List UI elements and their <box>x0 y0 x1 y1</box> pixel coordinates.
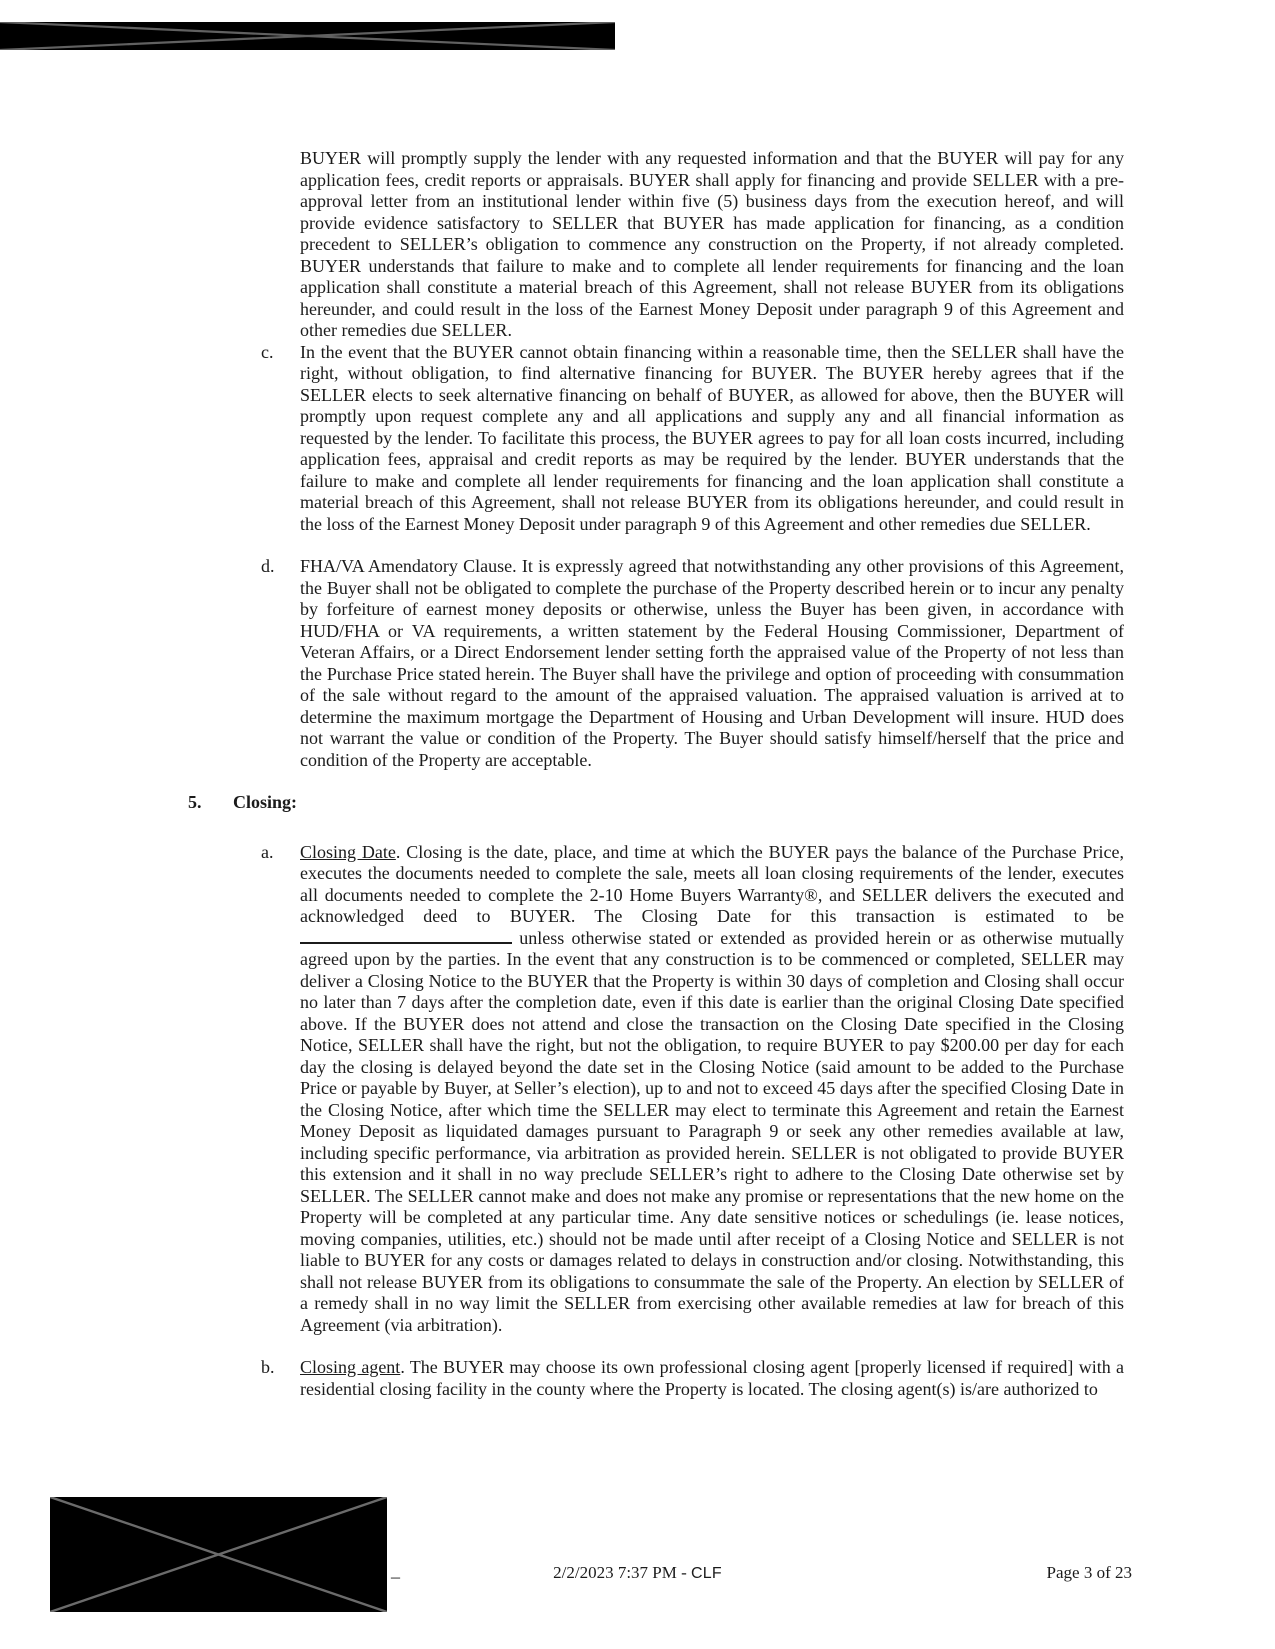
redacted-image-footer <box>50 1497 387 1612</box>
clause-c-marker: c. <box>261 341 274 362</box>
closing-date-blank-line <box>300 938 512 944</box>
clause-a-closing-date <box>261 841 1124 1337</box>
clause-a-text-before-blank: . Closing is the date, place, and time at which the BUYER pays the balance of the Purchase Price, executes the documents needed to complete the sale, meets all loan closing requirements of the lender, executes all documents needed to complete the 2-10 Home Buyers Warranty®, and SELLER delivers the executed and acknowledged deed to BUYER. The Closing Date for this transaction is estimated to be <box>300 841 1124 926</box>
clause-d-text: FHA/VA Amendatory Clause. It is expressly agreed that notwithstanding any other provisions of this Agreement, the Buyer shall not be obligated to complete the purchase of the Property described herein or to incur any penalty by forfeiture of earnest money deposits or otherwise, unless the Buyer has been given, in accordance with HUD/FHA or VA requirements, a written statement by the Federal Housing Commissioner, Department of Veteran Affairs, or a Direct Endorsement lender setting forth the appraised value of the Property of not less than the Purchase Price stated herein. The Buyer shall have the privilege and option of proceeding with consummation of the sale without regard to the amount of the appraised valuation. The appraised valuation is arrived at to determine the maximum mortgage the Department of Housing and Urban Development will insure. HUD does not warrant the value or condition of the Property. The Buyer should satisfy himself/herself that the price and condition of the Property are acceptable. <box>300 556 1124 770</box>
section-5-number: 5. <box>188 792 202 812</box>
clause-d <box>261 556 1124 771</box>
footer-timestamp-text: 2/2/2023 7:37 PM - <box>553 1563 692 1582</box>
closing-date-lead: Closing Date <box>300 841 396 862</box>
clause-a-text-after-blank: unless otherwise stated or extended as provided herein or as otherwise mutually agreed upon by the parties. In the event that any construction is to be commenced or completed, SELLER may deliver a Closing Notice to the BUYER that the Property is within 30 days of completion and Closing shall occur no later than 7 days after the completion date, even if this date is earlier than the original Closing Date specified above. If the BUYER does not attend and close the transaction on the Closing Date specified in the Closing Notice, SELLER shall have the right, but not the obligation, to require BUYER to pay $200.00 per day for each day the closing is delayed beyond the date set in the Closing Notice (said amount to be added to the Purchase Price or payable by Buyer, at Seller’s election), up to and not to exceed 45 days after the specified Closing Date in the Closing Notice, after which time the SELLER may elect to terminate this Agreement and retain the Earnest Money Deposit as liquidated damages pursuant to Paragraph 9 or seek any other remedies available at law, including specific performance, via arbitration as provided herein. SELLER is not obligated to provide BUYER this extension and it shall in no way preclude SELLER’s right to adhere to the Closing Date otherwise set by SELLER. The SELLER cannot make and does not make any promise or representations that the new home on the Property will be completed at any particular time. Any date sensitive notices or schedulings (ie. lease notices, moving companies, utilities, etc.) should not be made until after receipt of a Closing Notice and SELLER is not liable to BUYER for any costs or damages related to delays in construction and/or closing. Notwithstanding, this shall not release BUYER from its obligations to consummate the sale of the Property. An election by SELLER of a remedy shall in no way limit the SELLER from exercising other available remedies at law for breach of this Agreement (via arbitration). <box>300 927 1124 1335</box>
clause-c-text: In the event that the BUYER cannot obtain financing within a reasonable time, then the SELLER shall have the right, without obligation, to find alternative financing for BUYER. The BUYER hereby agrees that if the SELLER elects to seek alternative financing on behalf of BUYER, as allowed for above, then the BUYER will promptly upon request complete any and all applications and supply any and all financial information as requested by the lender. To facilitate this process, the BUYER agrees to pay for all loan costs incurred, including application fees, appraisal and credit reports as may be required by the lender. BUYER understands that the failure to make and complete all lender requirements for financing and the loan application shall constitute a material breach of this Agreement, shall not release BUYER from its obligations hereunder, and could result in the loss of the Earnest Money Deposit under paragraph 9 of this Agreement and other remedies due SELLER. <box>300 341 1124 534</box>
clause-b-text-rest: . The BUYER may choose its own professional closing agent [properly licensed if required] with a residential closing facility in the county where the Property is located. The closing agent(s) is/are authorized to <box>300 1357 1124 1399</box>
section-5-heading <box>188 792 1124 814</box>
clause-c <box>261 341 1124 536</box>
redacted-image-top <box>0 22 615 50</box>
footer-underscore-mark: _ <box>391 1560 400 1580</box>
clause-a-text <box>300 842 1124 1337</box>
clause-b-marker: b. <box>261 1357 275 1377</box>
clause-a-marker: a. <box>261 841 274 862</box>
clause-d-marker: d. <box>261 556 275 576</box>
footer-initials: CLF <box>691 1565 722 1582</box>
footer-page-number: Page 3 of 23 <box>1046 1563 1132 1582</box>
clause-b-closing-agent <box>261 1357 1124 1400</box>
paragraph-financing-continuation: BUYER will promptly supply the lender with any requested information and that the BUYER will pay for any application fees, credit reports or appraisals. BUYER shall apply for financing and provide SELLER with a pre-approval letter from an institutional lender within five (5) business days from the execution hereof, and will provide evidence satisfactory to SELLER that BUYER has made application for financing, as a condition precedent to SELLER’s obligation to commence any construction on the Property, if not already completed. BUYER understands that failure to make and to complete all lender requirements for financing and the loan application shall constitute a material breach of this Agreement, shall not release BUYER from its obligations hereunder, and could result in the loss of the Earnest Money Deposit under paragraph 9 of this Agreement and other remedies due SELLER. <box>300 148 1124 340</box>
clause-b-text <box>300 1357 1124 1400</box>
closing-agent-lead: Closing agent <box>300 1357 401 1377</box>
contract-body <box>188 148 1124 1421</box>
section-5-title: Closing: <box>233 792 298 812</box>
